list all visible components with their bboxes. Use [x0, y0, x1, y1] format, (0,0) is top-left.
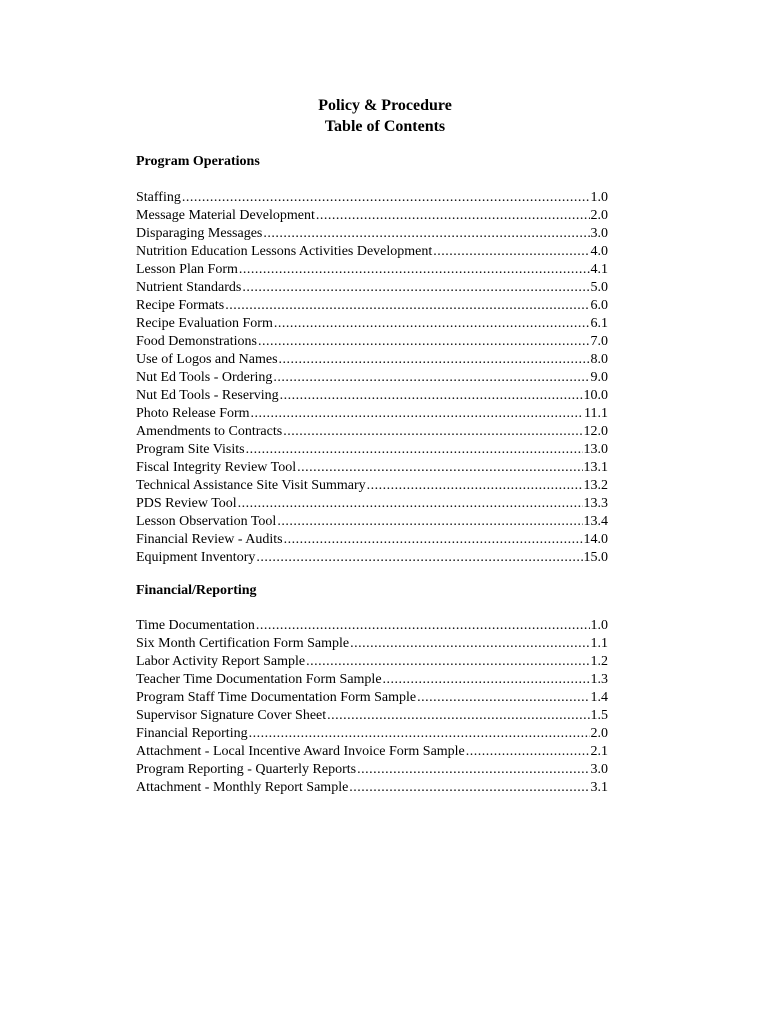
- toc-entry: [136, 243, 608, 261]
- dot-leader: [251, 405, 583, 423]
- dot-leader: [258, 333, 590, 351]
- toc-entry-number: 6.1: [590, 316, 608, 331]
- toc-entry: [136, 707, 608, 725]
- toc-entry: [136, 689, 608, 707]
- toc-entry: [136, 387, 608, 405]
- dot-leader: [256, 617, 590, 635]
- toc-entry: [136, 531, 608, 549]
- toc-entry-label: Use of Logos and Names: [136, 352, 278, 367]
- toc-entry-number: 1.1: [590, 636, 608, 651]
- toc-entry: [136, 423, 608, 441]
- toc-entry-number: 6.0: [590, 298, 608, 313]
- toc-entry: [136, 189, 608, 207]
- dot-leader: [383, 671, 590, 689]
- toc-entry-label: Attachment - Monthly Report Sample: [136, 780, 349, 795]
- toc-entry-number: 3.1: [590, 780, 608, 795]
- toc-entry-label: Supervisor Signature Cover Sheet: [136, 708, 327, 723]
- toc-entry-label: Recipe Formats: [136, 298, 225, 313]
- dot-leader: [306, 653, 589, 671]
- toc-entry-label: Food Demonstrations: [136, 334, 257, 349]
- toc-entry-number: 3.0: [590, 226, 608, 241]
- toc-entry-number: 13.0: [583, 442, 608, 457]
- toc-entry-label: Message Material Development: [136, 208, 315, 223]
- toc-entry: [136, 725, 608, 743]
- toc-entry-number: 1.5: [590, 708, 608, 723]
- toc-entry-number: 12.0: [583, 424, 608, 439]
- dot-leader: [277, 513, 582, 531]
- dot-leader: [284, 531, 583, 549]
- toc-entry-number: 11.1: [584, 406, 608, 421]
- toc-entry-number: 1.0: [590, 190, 608, 205]
- toc-entry-number: 4.0: [590, 244, 608, 259]
- toc-entry-number: 14.0: [583, 532, 608, 547]
- toc-entry: [136, 671, 608, 689]
- toc-entry: [136, 477, 608, 495]
- toc-entry: [136, 315, 608, 333]
- dot-leader: [350, 635, 589, 653]
- toc-entry-label: Program Reporting - Quarterly Reports: [136, 762, 357, 777]
- toc-entry-label: Disparaging Messages: [136, 226, 263, 241]
- toc-entry-label: Photo Release Form: [136, 406, 250, 421]
- document-title: [0, 95, 770, 137]
- toc-entry-number: 2.0: [590, 208, 608, 223]
- toc-entry-label: Program Staff Time Documentation Form Sample: [136, 690, 417, 705]
- dot-leader: [280, 387, 583, 405]
- dot-leader: [279, 351, 590, 369]
- toc-entry-label: Nutrition Education Lessons Activities Development: [136, 244, 433, 259]
- toc-entry-label: Fiscal Integrity Review Tool: [136, 460, 297, 475]
- toc-entry-label: Six Month Certification Form Sample: [136, 636, 350, 651]
- toc-entry: [136, 261, 608, 279]
- toc-entry-label: Lesson Plan Form: [136, 262, 238, 277]
- dot-leader: [327, 707, 589, 725]
- toc-entry: [136, 333, 608, 351]
- dot-leader: [349, 779, 589, 797]
- toc-entry: [136, 207, 608, 225]
- dot-leader: [417, 689, 589, 707]
- dot-leader: [246, 441, 583, 459]
- toc-entry-number: 13.2: [583, 478, 608, 493]
- toc-entry-label: Lesson Observation Tool: [136, 514, 277, 529]
- toc-entry-label: Time Documentation: [136, 618, 255, 633]
- title-line-1: Policy & Procedure: [318, 97, 452, 114]
- toc-entry-number: 4.1: [590, 262, 608, 277]
- toc-entry: [136, 495, 608, 513]
- toc-entry-number: 7.0: [590, 334, 608, 349]
- toc-entry-number: 1.3: [590, 672, 608, 687]
- toc-entry-label: Financial Reporting: [136, 726, 248, 741]
- dot-leader: [273, 369, 589, 387]
- toc-entry: [136, 459, 608, 477]
- toc-entry-label: Labor Activity Report Sample: [136, 654, 306, 669]
- toc-entry-number: 1.2: [590, 654, 608, 669]
- toc-entry-number: 10.0: [583, 388, 608, 403]
- toc-list-program-operations: [136, 189, 608, 567]
- toc-entry: [136, 441, 608, 459]
- toc-entry-number: 8.0: [590, 352, 608, 367]
- toc-entry: [136, 617, 608, 635]
- toc-entry-label: Program Site Visits: [136, 442, 245, 457]
- toc-entry-number: 15.0: [583, 550, 608, 565]
- dot-leader: [249, 725, 590, 743]
- toc-entry-number: 2.0: [590, 726, 608, 741]
- toc-entry-label: Amendments to Contracts: [136, 424, 283, 439]
- toc-entry: [136, 779, 608, 797]
- title-line-2: Table of Contents: [324, 118, 446, 135]
- toc-entry-number: 13.3: [583, 496, 608, 511]
- dot-leader: [274, 315, 590, 333]
- dot-leader: [239, 261, 590, 279]
- dot-leader: [297, 459, 582, 477]
- toc-entry-label: Nut Ed Tools - Ordering: [136, 370, 273, 385]
- dot-leader: [466, 743, 590, 761]
- dot-leader: [367, 477, 583, 495]
- toc-entry-label: Nutrient Standards: [136, 280, 242, 295]
- dot-leader: [238, 495, 583, 513]
- dot-leader: [225, 297, 589, 315]
- dot-leader: [283, 423, 582, 441]
- toc-entry: [136, 405, 608, 423]
- dot-leader: [242, 279, 589, 297]
- toc-entry-label: Teacher Time Documentation Form Sample: [136, 672, 382, 687]
- dot-leader: [182, 189, 590, 207]
- dot-leader: [316, 207, 590, 225]
- toc-entry-number: 2.1: [590, 744, 608, 759]
- toc-entry-label: PDS Review Tool: [136, 496, 237, 511]
- toc-entry: [136, 279, 608, 297]
- toc-entry-number: 1.0: [590, 618, 608, 633]
- toc-entry: [136, 225, 608, 243]
- toc-entry-number: 1.4: [590, 690, 608, 705]
- toc-entry-number: 13.4: [583, 514, 608, 529]
- toc-entry: [136, 297, 608, 315]
- toc-entry-label: Technical Assistance Site Visit Summary: [136, 478, 366, 493]
- toc-entry: [136, 369, 608, 387]
- toc-entry-label: Nut Ed Tools - Reserving: [136, 388, 279, 403]
- dot-leader: [357, 761, 589, 779]
- toc-entry: [136, 351, 608, 369]
- toc-entry: [136, 513, 608, 531]
- toc-entry-label: Staffing: [136, 190, 181, 205]
- toc-entry-number: 3.0: [590, 762, 608, 777]
- dot-leader: [256, 549, 582, 567]
- toc-entry: [136, 743, 608, 761]
- toc-entry-label: Recipe Evaluation Form: [136, 316, 273, 331]
- toc-entry: [136, 653, 608, 671]
- dot-leader: [433, 243, 589, 261]
- toc-entry: [136, 549, 608, 567]
- toc-list-financial-reporting: [136, 617, 608, 797]
- toc-entry-label: Equipment Inventory: [136, 550, 256, 565]
- dot-leader: [263, 225, 589, 243]
- toc-entry-number: 5.0: [590, 280, 608, 295]
- toc-entry-number: 13.1: [583, 460, 608, 475]
- toc-entry-number: 9.0: [590, 370, 608, 385]
- section-heading-financial-reporting: Financial/Reporting: [136, 583, 257, 598]
- toc-entry-label: Financial Review - Audits: [136, 532, 283, 547]
- toc-entry: [136, 635, 608, 653]
- section-heading-program-operations: Program Operations: [136, 154, 260, 169]
- toc-entry: [136, 761, 608, 779]
- toc-entry-label: Attachment - Local Incentive Award Invoice Form Sample: [136, 744, 465, 759]
